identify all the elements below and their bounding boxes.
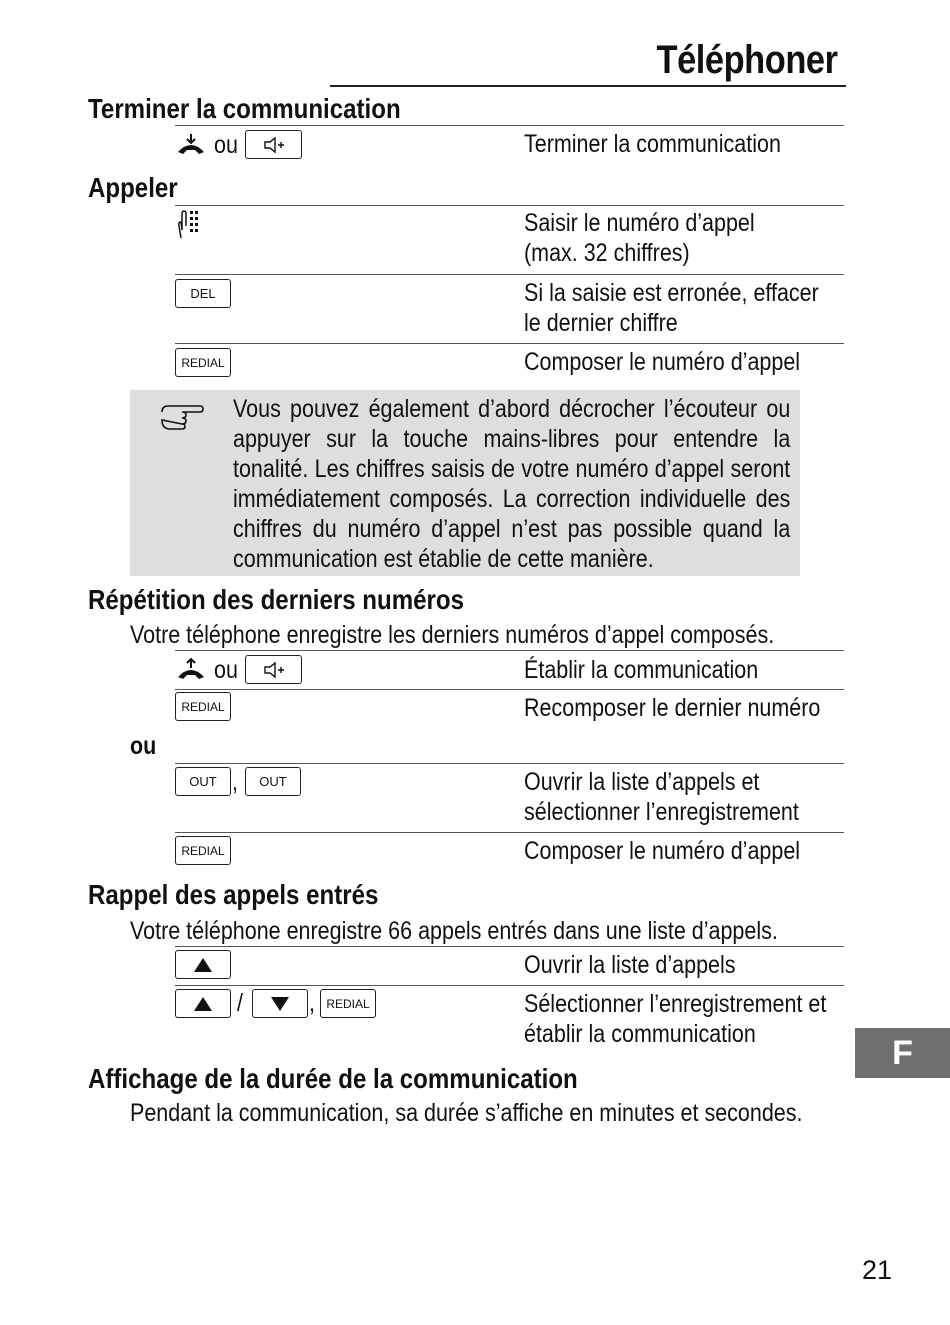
divider: [175, 689, 844, 690]
section-heading-duration: Affichage de la durée de la communication: [88, 1063, 578, 1094]
separator: ,: [232, 768, 238, 796]
separator: ,: [309, 989, 315, 1017]
off-hook-icon: [175, 657, 207, 683]
speaker-key: [245, 130, 302, 159]
or-label: ou: [130, 732, 157, 760]
or-label: ou: [214, 131, 238, 159]
divider: [175, 343, 844, 344]
row-desc: le dernier chiffre: [524, 309, 678, 337]
divider: [175, 650, 844, 651]
divider: [175, 832, 844, 833]
speaker-key: [245, 655, 302, 684]
row-desc: Sélectionner l’enregistrement et: [524, 990, 827, 1018]
row-desc: établir la communication: [524, 1020, 756, 1048]
triangle-up-icon: [193, 996, 213, 1012]
row-desc: Composer le numéro d’appel: [524, 348, 801, 376]
triangle-down-icon: [270, 996, 290, 1012]
row-desc: sélectionner l’enregistrement: [524, 798, 799, 826]
title-divider: [330, 85, 846, 87]
note-box: [130, 390, 800, 576]
section-heading-redial: Répétition des derniers numéros: [88, 584, 465, 615]
up-arrow-key: [175, 989, 231, 1018]
pointing-hand-icon: [160, 402, 204, 430]
divider: [175, 946, 844, 947]
divider: [175, 763, 844, 764]
row-desc: (max. 32 chiffres): [524, 239, 690, 267]
divider: [175, 205, 844, 206]
section-heading-incoming: Rappel des appels entrés: [88, 879, 379, 910]
row-desc: Recomposer le dernier numéro: [524, 694, 821, 722]
out-key: OUT: [245, 767, 301, 796]
page-number: 21: [861, 1255, 892, 1285]
section-intro: Votre téléphone enregistre 66 appels entrés dans une liste d’appels.: [130, 917, 778, 945]
page-title: Téléphoner: [656, 38, 838, 82]
speaker-icon: [262, 136, 286, 154]
section-intro: Votre téléphone enregistre les derniers numéros d’appel composés.: [130, 621, 775, 649]
language-tab: F: [855, 1028, 950, 1078]
divider: [175, 985, 844, 986]
section-heading-end-call: Terminer la communication: [88, 93, 401, 124]
divider: [175, 274, 844, 275]
del-key: DEL: [175, 279, 231, 308]
row-desc: Ouvrir la liste d’appels et: [524, 768, 760, 796]
hang-up-icon: [175, 132, 207, 158]
row-desc: Établir la communication: [524, 656, 759, 684]
row-desc: Ouvrir la liste d’appels: [524, 951, 736, 979]
redial-key: REDIAL: [320, 989, 376, 1018]
row-desc: Saisir le numéro d’appel: [524, 209, 755, 237]
up-arrow-key: [175, 950, 231, 979]
keypad-entry-icon: [175, 208, 203, 240]
section-heading-call: Appeler: [88, 172, 178, 203]
out-key: OUT: [175, 767, 231, 796]
speaker-icon: [262, 661, 286, 679]
down-arrow-key: [252, 989, 308, 1018]
separator: /: [237, 989, 243, 1017]
row-desc: Composer le numéro d’appel: [524, 837, 801, 865]
triangle-up-icon: [193, 957, 213, 973]
section-text: Pendant la communication, sa durée s’affiche en minutes et secondes.: [130, 1099, 803, 1127]
note-text: Vous pouvez également d’abord décrocher l’écouteur ou appuyer sur la touche mains-libres pour entendre la tonalité. Les chiffres saisis de votre numéro d’appel seront immédiatement composés. La correction individuelle des chiffres du numéro d’appel n’est pas possible quand la communication est établie de cette manière.: [233, 395, 791, 573]
row-desc: Si la saisie est erronée, effacer: [524, 279, 819, 307]
redial-key: REDIAL: [175, 692, 231, 721]
row-desc: Terminer la communication: [524, 130, 781, 158]
redial-key: REDIAL: [175, 348, 231, 377]
or-label: ou: [214, 656, 238, 684]
divider: [175, 125, 844, 126]
redial-key: REDIAL: [175, 836, 231, 865]
